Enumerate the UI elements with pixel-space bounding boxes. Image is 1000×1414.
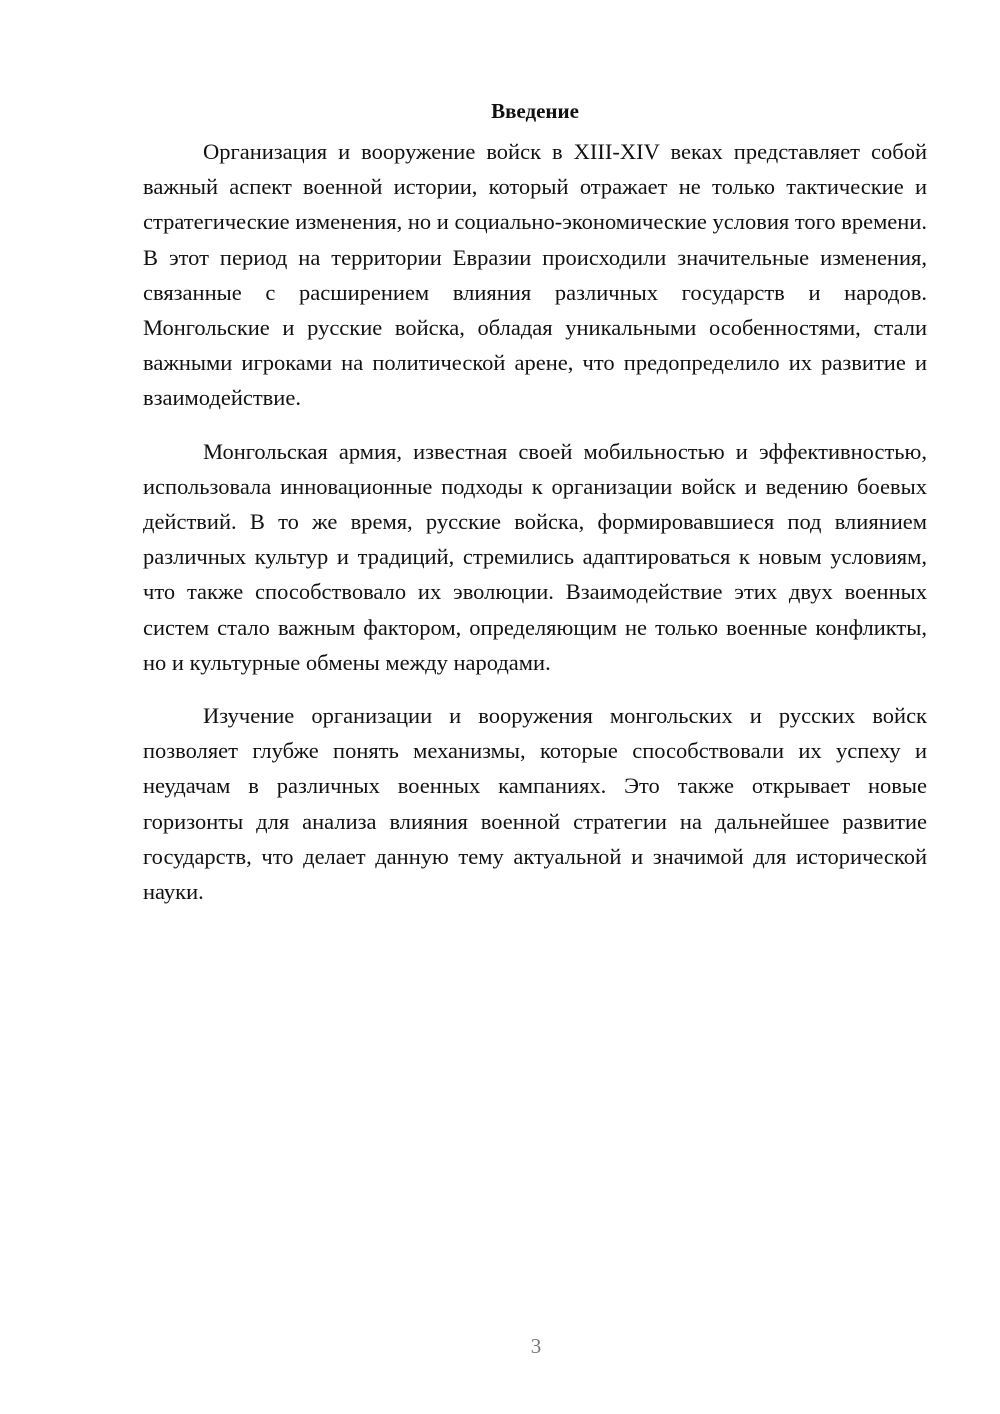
page-content bbox=[143, 98, 927, 909]
paragraph-1: Организация и вооружение войск в XIII-XIV веках представляет собой важный аспект военной истории, который отражает не только тактические и стратегические изменения, но и социально-экономические условия того времени. В этот период на территории Евразии происходили значительные изменения, связанные с расширением влияния различных государств и народов. Монгольские и русские войска, обладая уникальными особенностями, стали важными игроками на политической арене, что предопределило их развитие и взаимодействие. bbox=[143, 139, 927, 411]
paragraph-2: Монгольская армия, известная своей мобильностью и эффективностью, использовала инновационные подходы к организации войск и ведению боевых действий. В то же время, русские войска, формировавшиеся под влиянием различных культур и традиций, стремились адаптироваться к новым условиям, что также способствовало их эволюции. Взаимодействие этих двух военных систем стало важным фактором, определяющим не только военные конфликты, но и культурные обмены между народами. bbox=[143, 438, 927, 675]
section-title: Введение bbox=[491, 99, 579, 123]
page-number: 3 bbox=[530, 1334, 542, 1358]
paragraph-3: Изучение организации и вооружения монгольских и русских войск позволяет глубже понять механизмы, которые способствовали их успеху и неудачам в различных военных кампаниях. Это также открывает новые горизонты для анализа влияния военной стратегии на дальнейшее развитие государств, что делает данную тему актуальной и значимой для исторической науки. bbox=[143, 703, 927, 905]
